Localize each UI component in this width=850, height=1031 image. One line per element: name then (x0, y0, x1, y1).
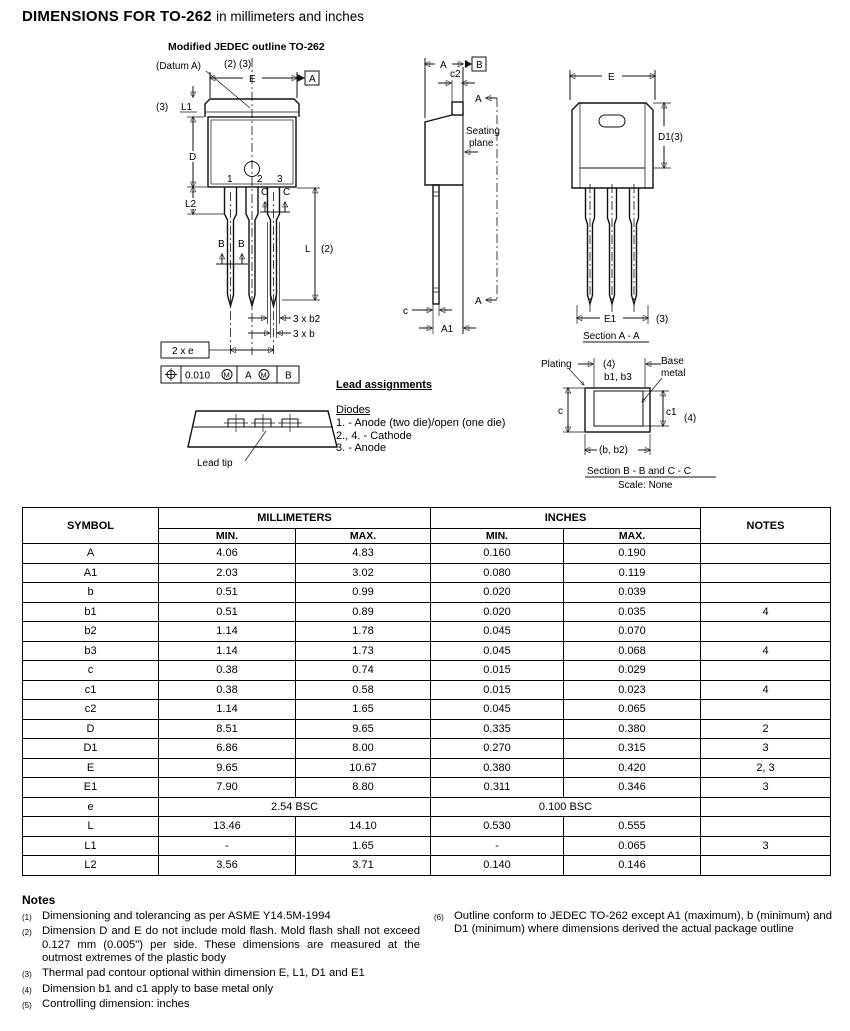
side-view (403, 57, 500, 335)
table-row: L2 3.56 3.71 0.140 0.146 (23, 856, 831, 876)
pin1-label: 1 (227, 174, 233, 185)
lead-assignment-item: 1. - Anode (two die)/open (one die) (336, 417, 506, 429)
dim-label-c: c (403, 306, 408, 317)
tolerance-datum1: A (245, 370, 252, 382)
lead-assignment-item: 2., 4. - Cathode (336, 429, 412, 442)
svg-text:M: M (223, 370, 230, 380)
lead-assignments-title: Lead assignments (336, 379, 432, 391)
lead-tip-label: Lead tip (197, 458, 233, 469)
table-row: c1 0.38 0.58 0.015 0.023 4 (23, 680, 831, 700)
front-view (156, 42, 333, 358)
label-2xe: 2 x e (172, 346, 194, 357)
table-row: D1 6.86 8.00 0.270 0.315 3 (23, 739, 831, 759)
lead-assignment-item: 3. - Anode (336, 442, 387, 454)
dim-label-l: L (305, 244, 311, 255)
col-header-inches: INCHES (431, 508, 701, 529)
lead-tip-2 (251, 414, 275, 432)
section-bc-scale: Scale: None (618, 480, 673, 491)
note-3: (3) Thermal pad contour optional within dimension E, L1, D1 and E1 (22, 966, 365, 979)
seating-plane-label-2: plane (469, 138, 494, 149)
note-6: (6) Outline conform to JEDEC TO-262 except A1 (maximum), b (minimum) and D1 (minimum) where dimensions derived the actual package outline (434, 909, 832, 936)
col-header-in-min: MIN. (431, 529, 564, 544)
section-a-bottom: A (475, 296, 482, 307)
tolerance-datum2: B (285, 370, 292, 382)
col-header-notes: NOTES (701, 508, 831, 544)
dim-label-b-left: B (218, 239, 225, 250)
pin3-label: 3 (277, 174, 283, 185)
dim-label-l2: L2 (185, 199, 197, 210)
drawing-subtitle: Modified JEDEC outline TO-262 (168, 42, 325, 53)
dim-label-a: A (440, 60, 447, 71)
table-row: A 4.06 4.83 0.160 0.190 (23, 544, 831, 564)
table-row: A1 2.03 3.02 0.080 0.119 (23, 563, 831, 583)
table-row: E1 7.90 8.80 0.311 0.346 3 (23, 778, 831, 798)
section-aa-caption: Section A - A (583, 331, 640, 342)
position-tolerance-frame (161, 366, 299, 383)
lead-tip-1 (224, 414, 248, 432)
table-row-e-bsc: e 2.54 BSC 0.100 BSC (23, 797, 831, 817)
dim-label-l1: L1 (181, 102, 193, 113)
notes-section (22, 894, 832, 1014)
dim-label-d1: D1(3) (658, 132, 684, 143)
plating-label: Plating (541, 359, 572, 370)
position-tolerance-icon (165, 369, 177, 381)
l1-note: (3) (156, 102, 169, 113)
dim-label-c2: c2 (450, 69, 461, 80)
table-row: b3 1.14 1.73 0.045 0.068 4 (23, 641, 831, 661)
section-bc-caption: Section B - B and C - C (587, 466, 691, 477)
dim-label-b1b3: b1, b3 (604, 372, 632, 383)
col-header-mm-min: MIN. (159, 529, 296, 544)
col-header-millimeters: MILLIMETERS (159, 508, 431, 529)
dim-label-d: D (189, 152, 197, 163)
dim-label-e-back: E (608, 72, 615, 83)
table-row: L1 - 1.65 - 0.065 3 (23, 836, 831, 856)
label-3xb: 3 x b (293, 329, 315, 340)
table-row: b 0.51 0.99 0.020 0.039 (23, 583, 831, 603)
lead-tip-view (188, 411, 337, 469)
base-metal-label-1: Base (661, 356, 684, 367)
datum-a-flag: A (309, 74, 316, 85)
dim-label-b-right: B (238, 239, 245, 250)
col-header-in-max: MAX. (564, 529, 701, 544)
b1b3-note: (4) (603, 359, 616, 370)
col-header-symbol: SYMBOL (23, 508, 159, 544)
page-title (22, 8, 364, 25)
dim-label-c-section: c (558, 406, 563, 417)
table-row: D 8.51 9.65 0.335 0.380 2 (23, 719, 831, 739)
dim-label-c-right: C (283, 187, 291, 198)
table-row: c2 1.14 1.65 0.045 0.065 (23, 700, 831, 720)
dim-label-e1: E1 (604, 314, 617, 325)
note-4: (4) Dimension b1 and c1 apply to base metal only (22, 982, 274, 995)
note-1: (1) Dimensioning and tolerancing as per ASME Y14.5M-1994 (22, 909, 331, 922)
table-row: E 9.65 10.67 0.380 0.420 2, 3 (23, 758, 831, 778)
notes-title: Notes (22, 893, 56, 907)
lead-assignments (336, 379, 571, 455)
tab-slot (599, 115, 625, 127)
note-2: (2) Dimension D and E do not include mold flash. Mold flash shall not exceed 0.127 mm (0.005") per side. These dimensions are measured at the outmost extremes of the plastic body (22, 925, 420, 965)
pin2-label: 2 (257, 174, 263, 185)
svg-text:M: M (260, 370, 267, 380)
datum-a-arrow (297, 74, 305, 82)
base-metal-label-2: metal (661, 368, 686, 379)
back-view (570, 70, 683, 342)
seating-plane-label-1: Seating (466, 126, 500, 137)
e1-note: (3) (656, 314, 669, 325)
lead-assignments-group: Diodes (336, 403, 371, 416)
datum-a-label: (Datum A) (156, 61, 202, 72)
c1-note: (4) (684, 413, 697, 424)
datum-b-flag: B (476, 60, 483, 71)
section-a-top: A (475, 94, 482, 105)
l-dim-note: (2) (321, 244, 334, 255)
dim-label-a1: A1 (441, 324, 454, 335)
label-3xb2: 3 x b2 (293, 314, 321, 325)
lead-tip-3 (278, 414, 302, 432)
table-row: b2 1.14 1.78 0.045 0.070 (23, 622, 831, 642)
page-title-rest: in millimeters and inches (216, 9, 364, 24)
table-row: b1 0.51 0.89 0.020 0.035 4 (23, 602, 831, 622)
col-header-mm-max: MAX. (296, 529, 431, 544)
dim-label-e: E (249, 74, 256, 85)
page-title-bold: DIMENSIONS FOR TO-262 (22, 8, 212, 25)
dimensions-table (22, 507, 831, 876)
tolerance-value: 0.010 (185, 370, 211, 382)
table-row: c 0.38 0.74 0.015 0.029 (23, 661, 831, 681)
table-row: L 13.46 14.10 0.530 0.555 (23, 817, 831, 837)
e-dim-notes: (2) (3) (224, 59, 252, 70)
note-5: (5) Controlling dimension: inches (22, 998, 190, 1011)
dim-label-c-left: C (261, 187, 269, 198)
dim-label-bb2: (b, b2) (599, 445, 628, 456)
dim-label-c1: c1 (666, 407, 677, 418)
